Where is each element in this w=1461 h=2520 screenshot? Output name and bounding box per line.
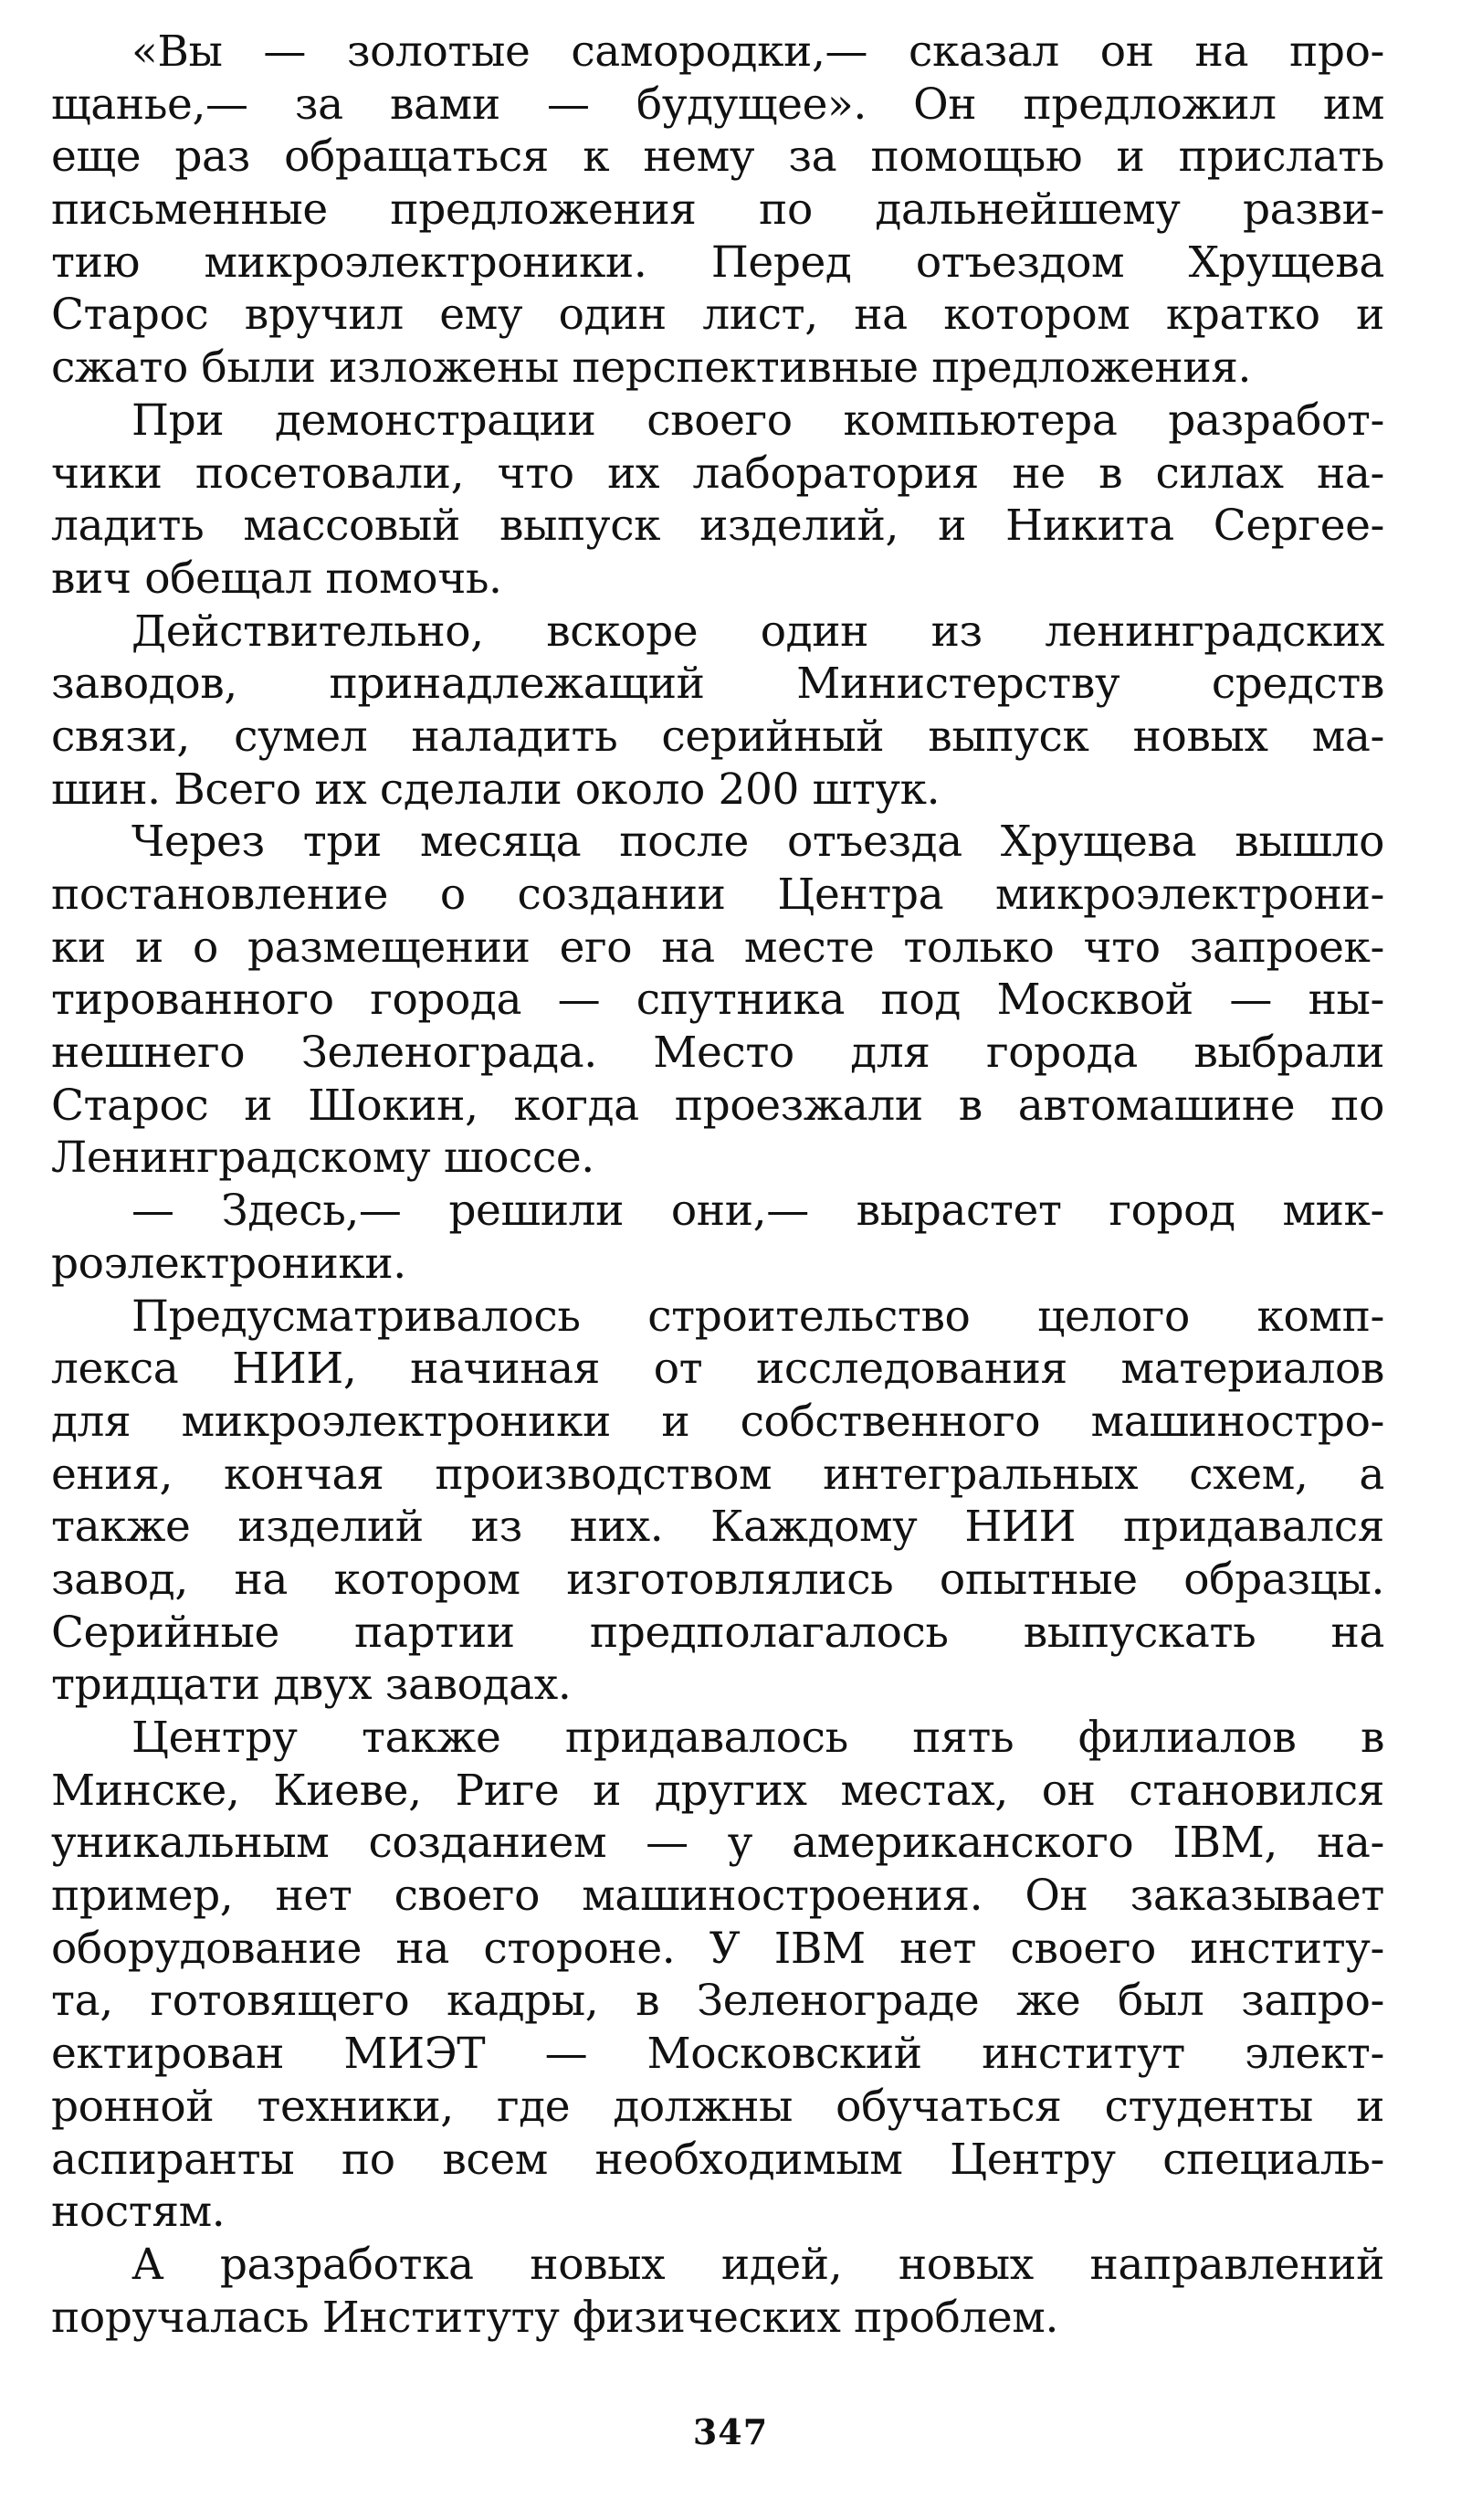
paragraph	[51, 1291, 1384, 1713]
text-line: уникальным созданием — у американского IBM, на-	[51, 1818, 1384, 1869]
text-line: При демонстрации своего компьютера разработ-	[131, 395, 1384, 446]
text-line: сжато были изложены перспективные предложения.	[51, 343, 1252, 394]
text-line: ладить массовый выпуск изделий, и Никита Сергее-	[51, 501, 1384, 552]
paragraph	[51, 606, 1384, 817]
paragraph	[51, 26, 1384, 395]
text-line: поручалась Институту физических проблем.	[51, 2292, 1059, 2343]
text-line: заводов, принадлежащий Министерству средств	[51, 659, 1384, 710]
page-number: 347	[692, 2411, 769, 2452]
text-line: также изделий из них. Каждому НИИ придавался	[51, 1502, 1384, 1553]
text-line: щанье,— за вами — будущее». Он предложил им	[51, 79, 1384, 130]
text-line: Ленинградскому шоссе.	[51, 1133, 594, 1184]
text-line: вич обещал помочь.	[51, 553, 502, 604]
text-line: ки и о размещении его на месте только что запроек-	[51, 922, 1384, 973]
text-line: Центру также придавалось пять филиалов в	[131, 1713, 1384, 1763]
text-line: завод, на котором изготовлялись опытные образцы.	[51, 1554, 1384, 1605]
text-line: тридцати двух заводах.	[51, 1660, 572, 1711]
text-line: письменные предложения по дальнейшему разви-	[51, 185, 1384, 236]
text-line: ностям.	[51, 2187, 226, 2238]
text-line: пример, нет своего машиностроения. Он заказывает	[51, 1871, 1384, 1922]
text-line: роэлектроники.	[51, 1238, 406, 1289]
text-line: А разработка новых идей, новых направлений	[131, 2239, 1384, 2290]
text-line: та, готовящего кадры, в Зеленограде же был запро-	[51, 1976, 1384, 2027]
text-line: Серийные партии предполагалось выпускать на	[51, 1607, 1384, 1658]
text-line: ронной техники, где должны обучаться студенты и	[51, 2081, 1384, 2132]
text-line: тированного города — спутника под Москвой — ны-	[51, 975, 1384, 1026]
text-line: для микроэлектроники и собственного машиностро-	[51, 1396, 1384, 1447]
text-line: Предусматривалось строительство целого комп-	[131, 1291, 1384, 1342]
text-line: чики посетовали, что их лаборатория не в силах на-	[51, 448, 1384, 499]
text-line: еще раз обращаться к нему за помощью и прислать	[51, 132, 1384, 183]
text-line: шин. Всего их сделали около 200 штук.	[51, 764, 941, 815]
text-line: лекса НИИ, начиная от исследования материалов	[51, 1344, 1384, 1395]
book-page	[51, 26, 1384, 2492]
text-line: аспиранты по всем необходимым Центру специаль-	[51, 2134, 1384, 2185]
text-line: Действительно, вскоре один из ленинградских	[131, 606, 1384, 657]
text-line: Старос вручил ему один лист, на котором кратко и	[51, 290, 1384, 341]
text-line: тию микроэлектроники. Перед отъездом Хрущева	[51, 237, 1384, 288]
paragraph	[51, 2239, 1384, 2344]
text-line: постановление о создании Центра микроэлектрони-	[51, 870, 1384, 920]
text-line: ектирован МИЭТ — Московский институт элект-	[51, 2029, 1384, 2080]
paragraph	[51, 1712, 1384, 2239]
text-line: ения, кончая производством интегральных схем, а	[51, 1449, 1384, 1500]
text-line: оборудование на стороне. У IBM нет своего институ-	[51, 1923, 1384, 1974]
text-line: Через три месяца после отъезда Хрущева вышло	[131, 817, 1384, 868]
text-line: нешнего Зеленограда. Место для города выбрали	[51, 1028, 1384, 1079]
text-line: «Вы — золотые самородки,— сказал он на про-	[131, 26, 1384, 77]
paragraph	[51, 1185, 1384, 1290]
paragraph	[51, 395, 1384, 606]
paragraph	[51, 816, 1384, 1185]
text-line: — Здесь,— решили они,— вырастет город мик-	[131, 1186, 1384, 1237]
text-line: Минске, Киеве, Риге и других местах, он становился	[51, 1765, 1384, 1816]
text-line: связи, сумел наладить серийный выпуск новых ма-	[51, 711, 1384, 762]
text-line: Старос и Шокин, когда проезжали в автомашине по	[51, 1080, 1384, 1131]
